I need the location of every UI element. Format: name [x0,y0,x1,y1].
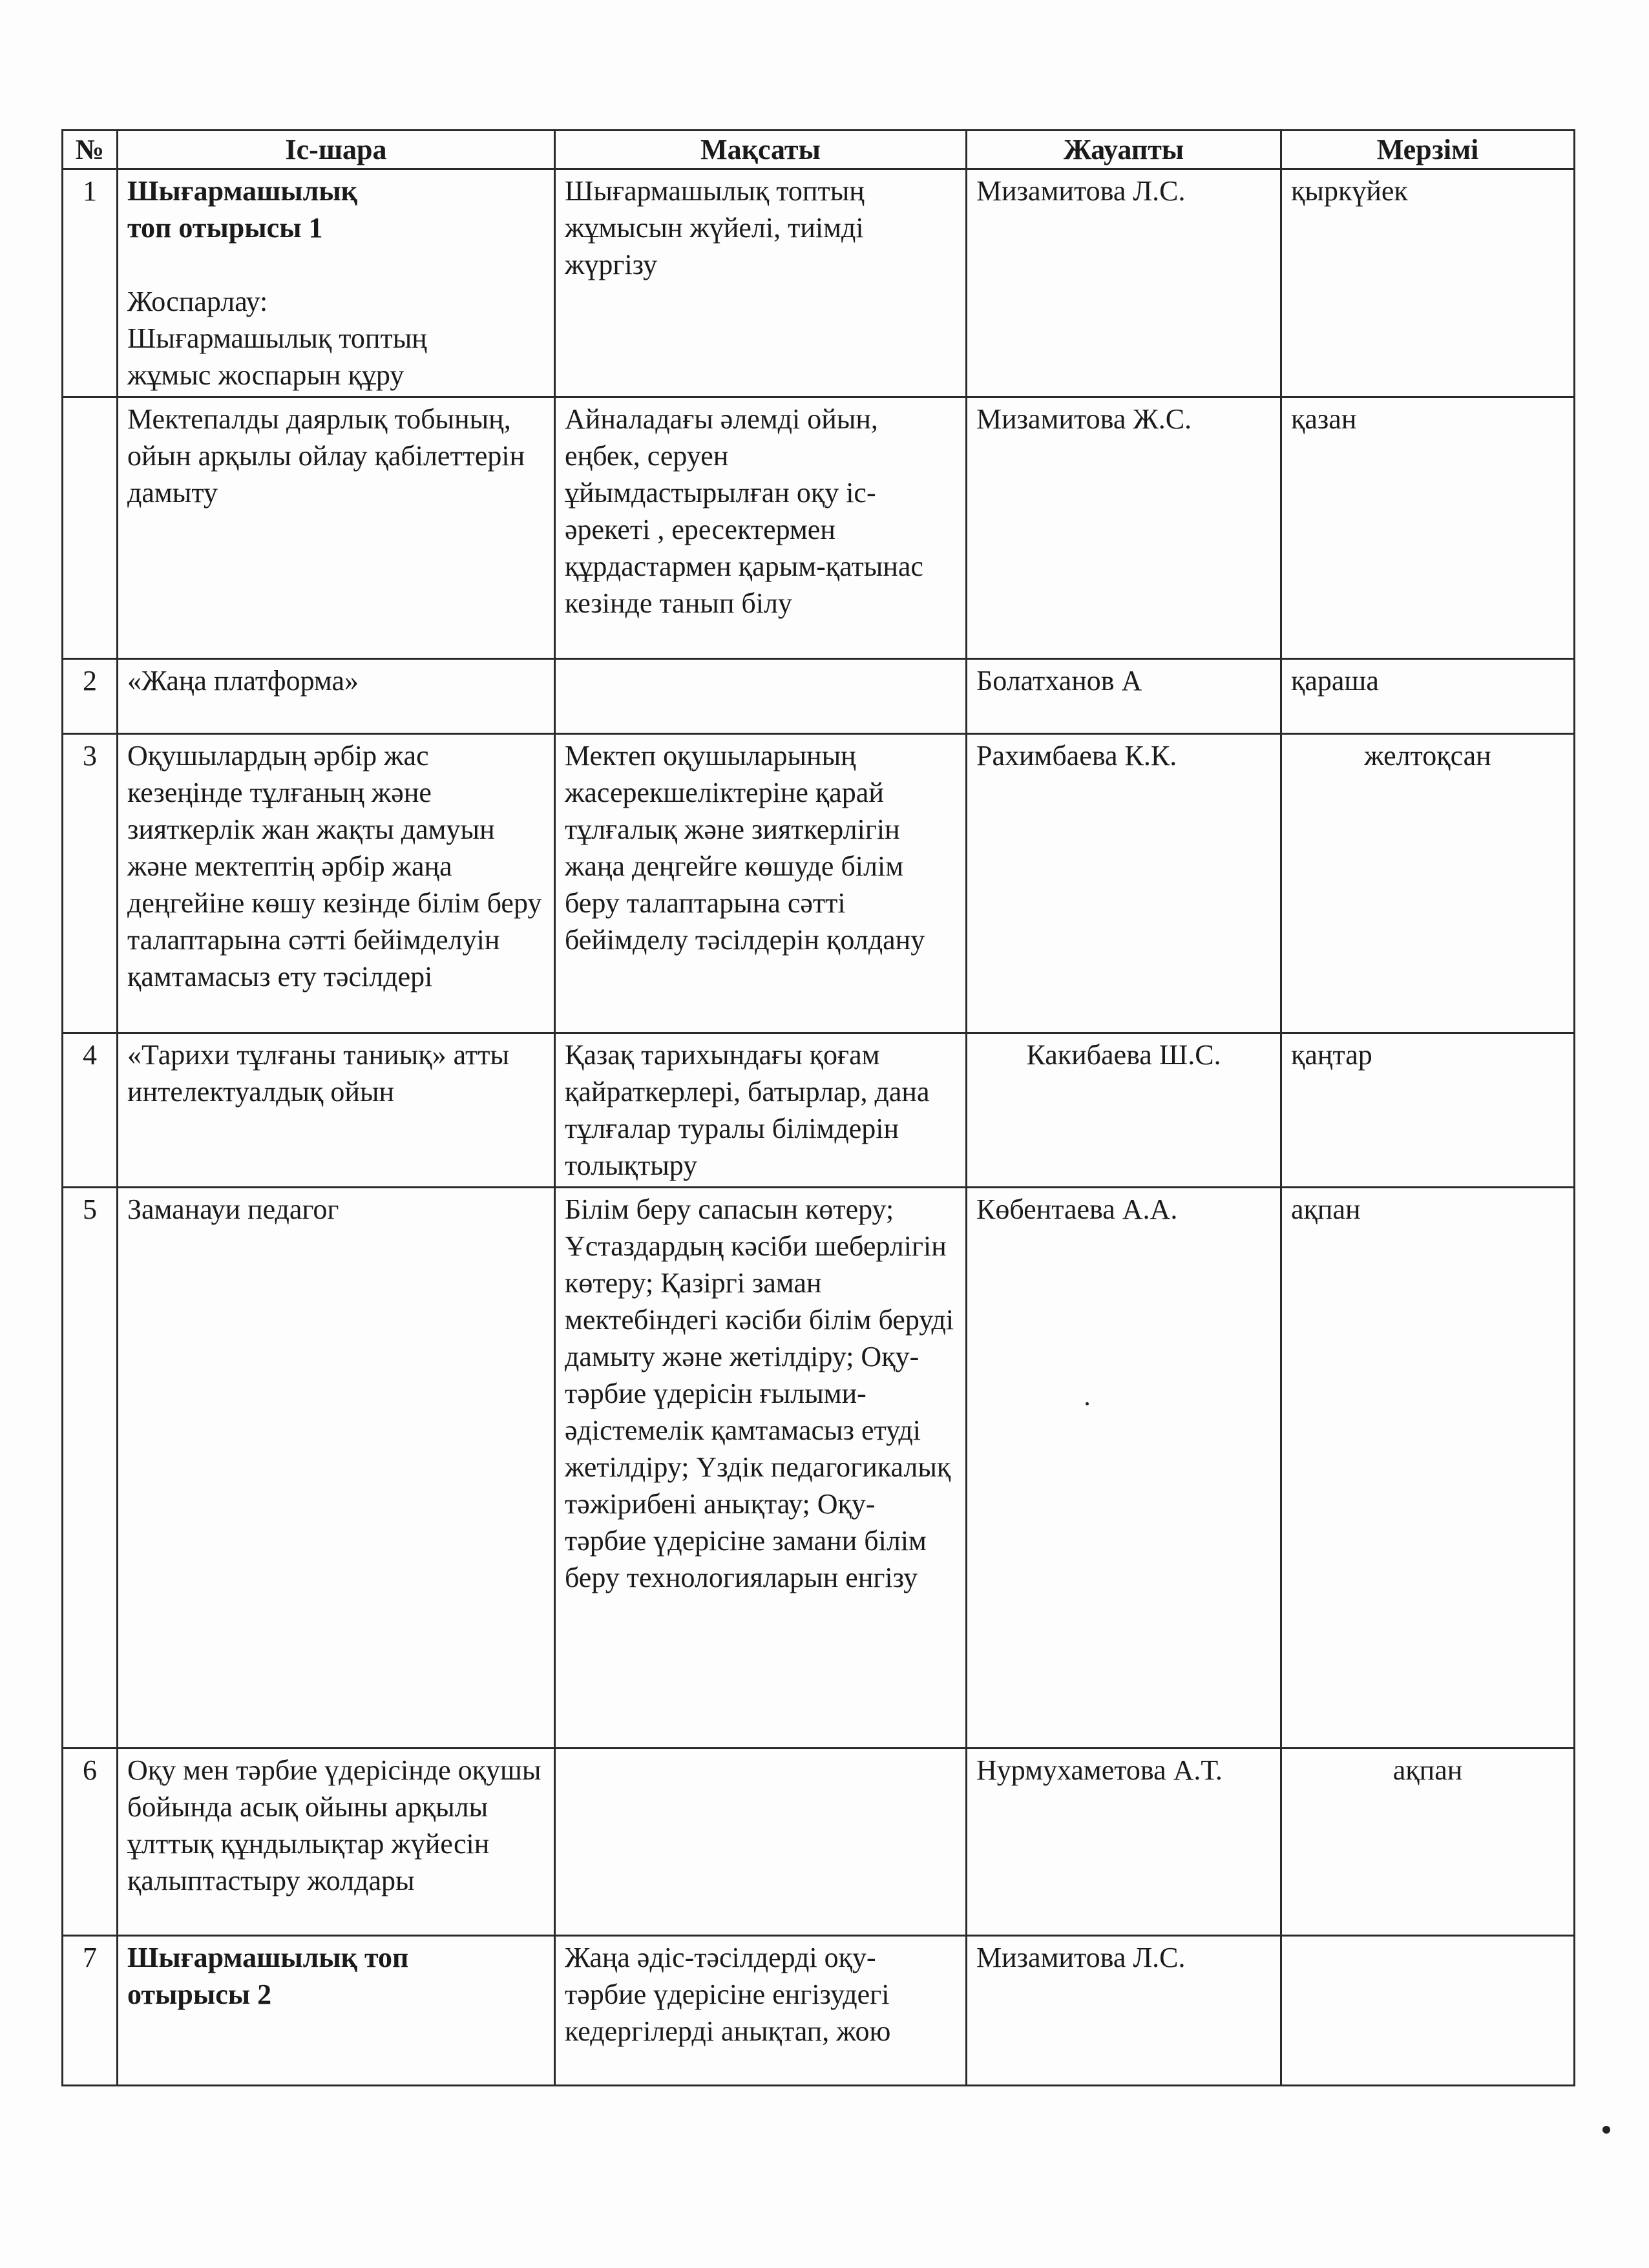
row-responsible: Болатханов А [967,659,1281,734]
table-header-row [63,131,1575,169]
row-num: 1 [63,169,118,397]
table-row [63,1936,1575,2086]
row-deadline: қараша [1281,659,1575,734]
row-deadline: желтоқсан [1281,734,1575,1033]
header-goal: Мақсаты [555,131,967,169]
row-goal: Білім беру сапасын көтеру; Ұстаздардың кәсіби шеберлігін көтеру; Қазіргі заман мектебіндегі кәсіби білім беруді дамыту және жетілдіру; Оқу-тәрбие үдерісін ғылыми-әдістемелік қамтамасыз етуді жетілдіру; Үздік педагогикалық тәжірибені анықтау; Оқу-тәрбие үдерісіне замани білім беру технологияларын енгізу [555,1188,967,1748]
row-event: Оқушылардың әрбір жас кезеңінде тұлғаның және зияткерлік жан жақты дамуын және мектептің әрбір жаңа деңгейіне көшу кезінде білім беру талаптарына сәтті бейімделуін қамтамасыз ету тәсілдері [118,734,555,1033]
row-goal: Жаңа әдіс-тәсілдерді оқу-тәрбие үдерісіне енгізудегі кедергілерді анықтап, жою [555,1936,967,2086]
row-event: «Тарихи тұлғаны таниық» атты интелектуалдық ойын [118,1033,555,1188]
row-goal [555,659,967,734]
row-event: Заманауи педагог [118,1188,555,1748]
event-note: Шығармашылық топтың жұмыс жоспарын құру [127,322,427,391]
row-responsible: Мизамитова Ж.С. [967,397,1281,659]
row-goal: Қазақ тарихындағы қоғам қайраткерлері, батырлар, дана тұлғалар туралы білімдерін толықтыру [555,1033,967,1188]
table-row [63,659,1575,734]
row-num: 3 [63,734,118,1033]
row-deadline: ақпан [1281,1748,1575,1936]
header-event: Іс-шара [118,131,555,169]
row-responsible: Мизамитова Л.С. [967,1936,1281,2086]
row-num: 2 [63,659,118,734]
header-num: № [63,131,118,169]
row-event [118,169,555,397]
row-event: Мектепалды даярлық тобының, ойын арқылы ойлау қабілеттерін дамыту [118,397,555,659]
table-row [63,734,1575,1033]
row-responsible: Нурмухаметова А.Т. [967,1748,1281,1936]
table-row [63,397,1575,659]
row-responsible: Какибаева Ш.С. [967,1033,1281,1188]
row-responsible: Көбентаева А.А. [967,1188,1281,1748]
row-deadline: қыркүйек [1281,169,1575,397]
row-deadline [1281,1936,1575,2086]
header-deadline: Мерзімі [1281,131,1575,169]
row-deadline: қазан [1281,397,1575,659]
table-row [63,1033,1575,1188]
row-event: Оқу мен тәрбие үдерісінде оқушы бойында асық ойыны арқылы ұлттық құндылықтар жүйесін қалыптастыру жолдары [118,1748,555,1936]
row-num: 7 [63,1936,118,2086]
row-num: 4 [63,1033,118,1188]
row-responsible: Рахимбаева К.К. [967,734,1281,1033]
row-deadline: қаңтар [1281,1033,1575,1188]
event-plan-table [61,129,1575,2086]
table-row [63,1748,1575,1936]
row-event: «Жаңа платформа» [118,659,555,734]
row-num: 5 [63,1188,118,1748]
event-note: Жоспарлау: [127,286,268,317]
scan-speck [1602,2126,1610,2134]
row-num [63,397,118,659]
row-goal: Шығармашылық топтың жұмысын жүйелі, тиімді жүргізу [555,169,967,397]
header-responsible: Жауапты [967,131,1281,169]
table-row [63,1188,1575,1748]
event-title-bold: Шығармашылық топ отырысы 1 [127,175,358,244]
row-goal: Мектеп оқушыларының жасерекшеліктеріне қарай тұлғалық және зияткерлігін жаңа деңгейге көшуде білім беру талаптарына сәтті бейімделу тәсілдерін қолдану [555,734,967,1033]
row-num: 6 [63,1748,118,1936]
row-event [118,1936,555,2086]
row-goal: Айналадағы әлемді ойын, еңбек, серуен ұйымдастырылған оқу іс-әрекеті , ересектермен құрдастармен қарым-қатынас кезінде танып білу [555,397,967,659]
table-row [63,169,1575,397]
row-responsible: Мизамитова Л.С. [967,169,1281,397]
event-title-bold: Шығармашылық топ отырысы 2 [127,1942,409,2010]
row-goal [555,1748,967,1936]
row-deadline: ақпан [1281,1188,1575,1748]
scan-speck [1086,1402,1089,1405]
